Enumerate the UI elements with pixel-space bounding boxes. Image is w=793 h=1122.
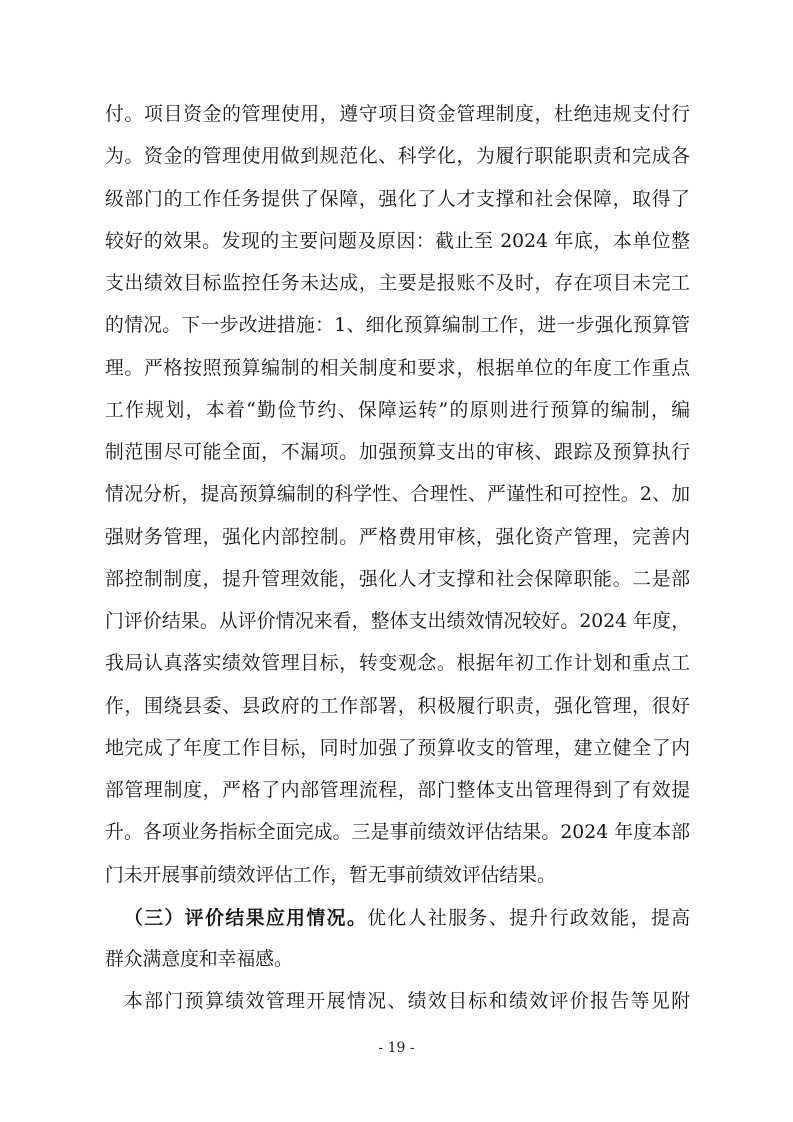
text-line: 较好的效果。发现的主要问题及原因：截止至 2024 年底，本单位整 bbox=[105, 230, 690, 252]
text-segment: 优化人社服务、提升行政效能，提高 bbox=[367, 907, 690, 929]
text-line: 部管理制度，严格了内部管理流程，部门整体支出管理得到了有效提 bbox=[105, 780, 690, 801]
text-line: 理。严格按照预算编制的相关制度和要求，根据单位的年度工作重点 bbox=[105, 357, 690, 379]
paragraph-continued bbox=[105, 94, 690, 897]
text-line bbox=[105, 897, 690, 939]
text-line: 部控制制度，提升管理效能，强化人才支撑和社会保障职能。二是部 bbox=[105, 568, 690, 590]
text-line: 级部门的工作任务提供了保障，强化了人才支撑和社会保障，取得了 bbox=[105, 188, 690, 210]
page-number: - 19 - bbox=[378, 1040, 415, 1056]
text-line: 的情况。下一步改进措施：1、细化预算编制工作，进一步强化预算管 bbox=[105, 315, 690, 337]
text-line: 作，围绕县委、县政府的工作部署，积极履行职责，强化管理，很好 bbox=[105, 695, 690, 717]
text-line: 制范围尽可能全面，不漏项。加强预算支出的审核、跟踪及预算执行 bbox=[105, 442, 690, 463]
text-line: 强财务管理，强化内部控制。严格费用审核，强化资产管理，完善内 bbox=[105, 526, 690, 548]
document-body bbox=[105, 94, 690, 1024]
paragraph-evaluation-results bbox=[105, 897, 690, 982]
text-line: 支出绩效目标监控任务未达成，主要是报账不及时，存在项目未完工 bbox=[105, 273, 690, 294]
text-line: 本部门预算绩效管理开展情况、绩效目标和绩效评价报告等见附 bbox=[124, 991, 690, 1013]
text-line: 情况分析，提高预算编制的科学性、合理性、严谨性和可控性。2、加 bbox=[105, 484, 690, 506]
section-heading: （三）评价结果应用情况。 bbox=[124, 906, 368, 929]
text-line: 我局认真落实绩效管理目标，转变观念。根据年初工作计划和重点工 bbox=[105, 653, 690, 675]
text-line: 为。资金的管理使用做到规范化、科学化，为履行职能职责和完成各 bbox=[105, 146, 690, 168]
text-line: 工作规划，本着“勤俭节约、保障运转”的原则进行预算的编制，编 bbox=[105, 399, 690, 421]
text-line: 付。项目资金的管理使用，遵守项目资金管理制度，杜绝违规支付行 bbox=[105, 104, 690, 125]
text-line: 地完成了年度工作目标，同时加强了预算收支的管理，建立健全了内 bbox=[105, 737, 690, 759]
text-line: 群众满意度和幸福感。 bbox=[105, 949, 293, 970]
text-line: 门未开展事前绩效评估工作，暂无事前绩效评估结果。 bbox=[105, 864, 556, 886]
text-line: 升。各项业务指标全面完成。三是事前绩效评估结果。2024 年度本部 bbox=[105, 822, 690, 844]
text-line: 门评价结果。从评价情况来看，整体支出绩效情况较好。2024 年度， bbox=[105, 611, 690, 632]
paragraph-attachment-note bbox=[105, 981, 690, 1023]
